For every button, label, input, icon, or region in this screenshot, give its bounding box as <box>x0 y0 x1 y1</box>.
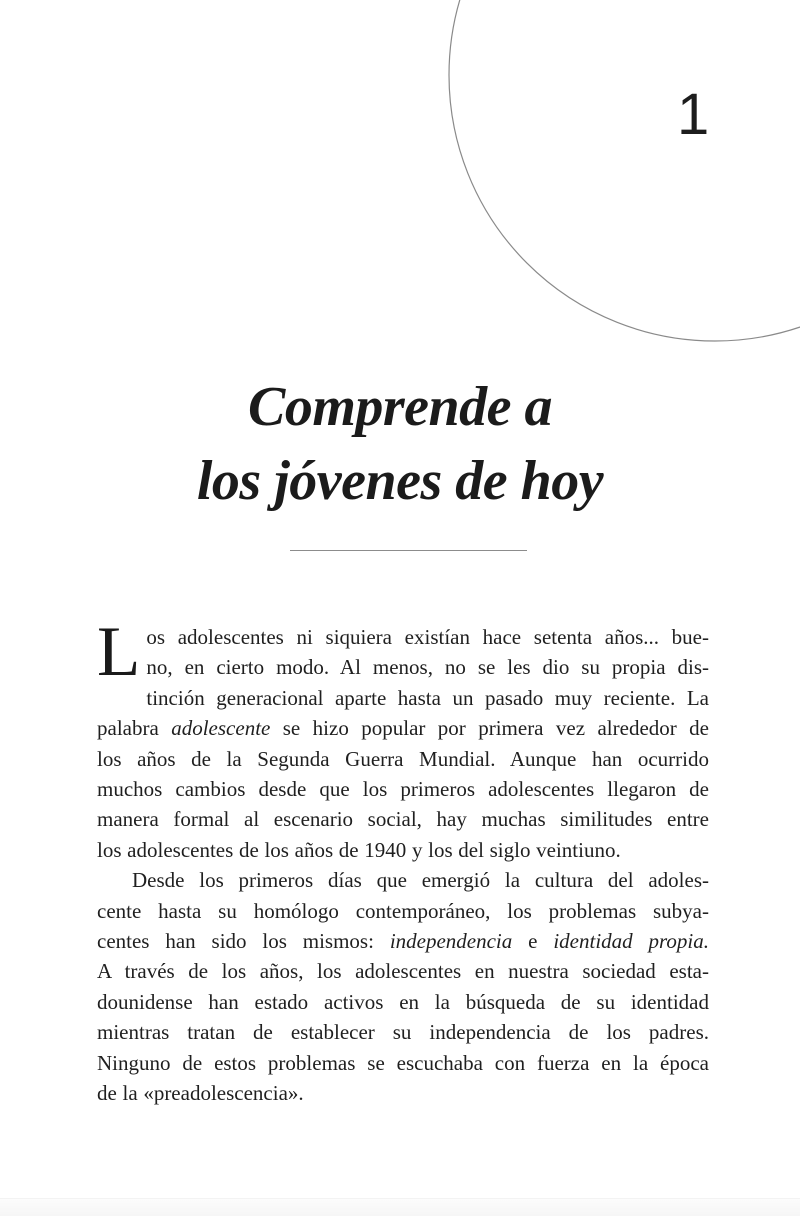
drop-cap: L <box>97 613 141 691</box>
text-line <box>97 1078 709 1108</box>
text-line <box>97 1048 709 1078</box>
text-line <box>97 896 709 926</box>
italic-text: identidad propia. <box>553 929 709 954</box>
chapter-title <box>0 370 800 518</box>
italic-text: adolescente <box>171 716 271 741</box>
text-line <box>97 835 709 865</box>
text-line <box>97 987 709 1017</box>
text-segment: Ninguno de estos problemas se escuchaba con fuerza en la época <box>97 1050 709 1075</box>
text-segment: e <box>512 929 554 954</box>
text-segment: los adolescentes de los años de 1940 y los del siglo veintiuno. <box>97 837 621 862</box>
text-segment: centes han sido los mismos: <box>97 929 390 954</box>
text-segment: tinción generacional aparte hasta un pasado muy reciente. La <box>146 685 709 710</box>
text-line <box>97 713 709 743</box>
text-segment: los años de la Segunda Guerra Mundial. Aunque han ocurrido <box>97 746 709 771</box>
chapter-title-line-1: Comprende a <box>247 376 553 438</box>
text-segment: mientras tratan de establecer su independencia de los padres. <box>97 1020 709 1045</box>
title-divider <box>290 550 527 551</box>
text-segment: palabra <box>97 716 172 741</box>
text-segment: Desde los primeros días que emergió la cultura del adoles- <box>132 868 709 893</box>
text-line <box>97 804 709 834</box>
italic-text: independencia <box>389 929 513 954</box>
text-line <box>97 774 709 804</box>
text-line <box>97 956 709 986</box>
text-line <box>97 622 709 652</box>
text-segment: de la «preadolescencia». <box>97 1081 304 1106</box>
paragraph <box>97 613 709 865</box>
circle-outline <box>449 0 800 341</box>
text-line <box>97 652 709 682</box>
text-segment: A través de los años, los adolescentes en nuestra sociedad esta- <box>97 959 709 984</box>
text-segment: os adolescentes ni siquiera existían hace setenta años... bue- <box>146 625 709 649</box>
text-segment: manera formal al escenario social, hay muchas similitudes entre <box>97 807 709 832</box>
paragraph <box>97 865 709 1108</box>
text-line <box>97 926 709 956</box>
text-segment: cente hasta su homólogo contemporáneo, los problemas subya- <box>97 898 709 923</box>
text-line <box>97 865 709 895</box>
page-bottom-strip <box>0 1198 800 1216</box>
text-segment: dounidense han estado activos en la búsqueda de su identidad <box>97 989 709 1014</box>
chapter-number: 1 <box>677 82 710 147</box>
text-line <box>97 744 709 774</box>
text-line <box>97 683 709 713</box>
chapter-title-line-2: los jóvenes de hoy <box>196 450 604 512</box>
text-segment: muchos cambios desde que los primeros adolescentes llegaron de <box>97 777 709 802</box>
body-text <box>97 613 709 1109</box>
text-segment: se hizo popular por primera vez alrededor de <box>270 716 709 741</box>
text-segment: no, en cierto modo. Al menos, no se les dio su propia dis- <box>146 655 709 680</box>
text-line <box>97 1017 709 1047</box>
